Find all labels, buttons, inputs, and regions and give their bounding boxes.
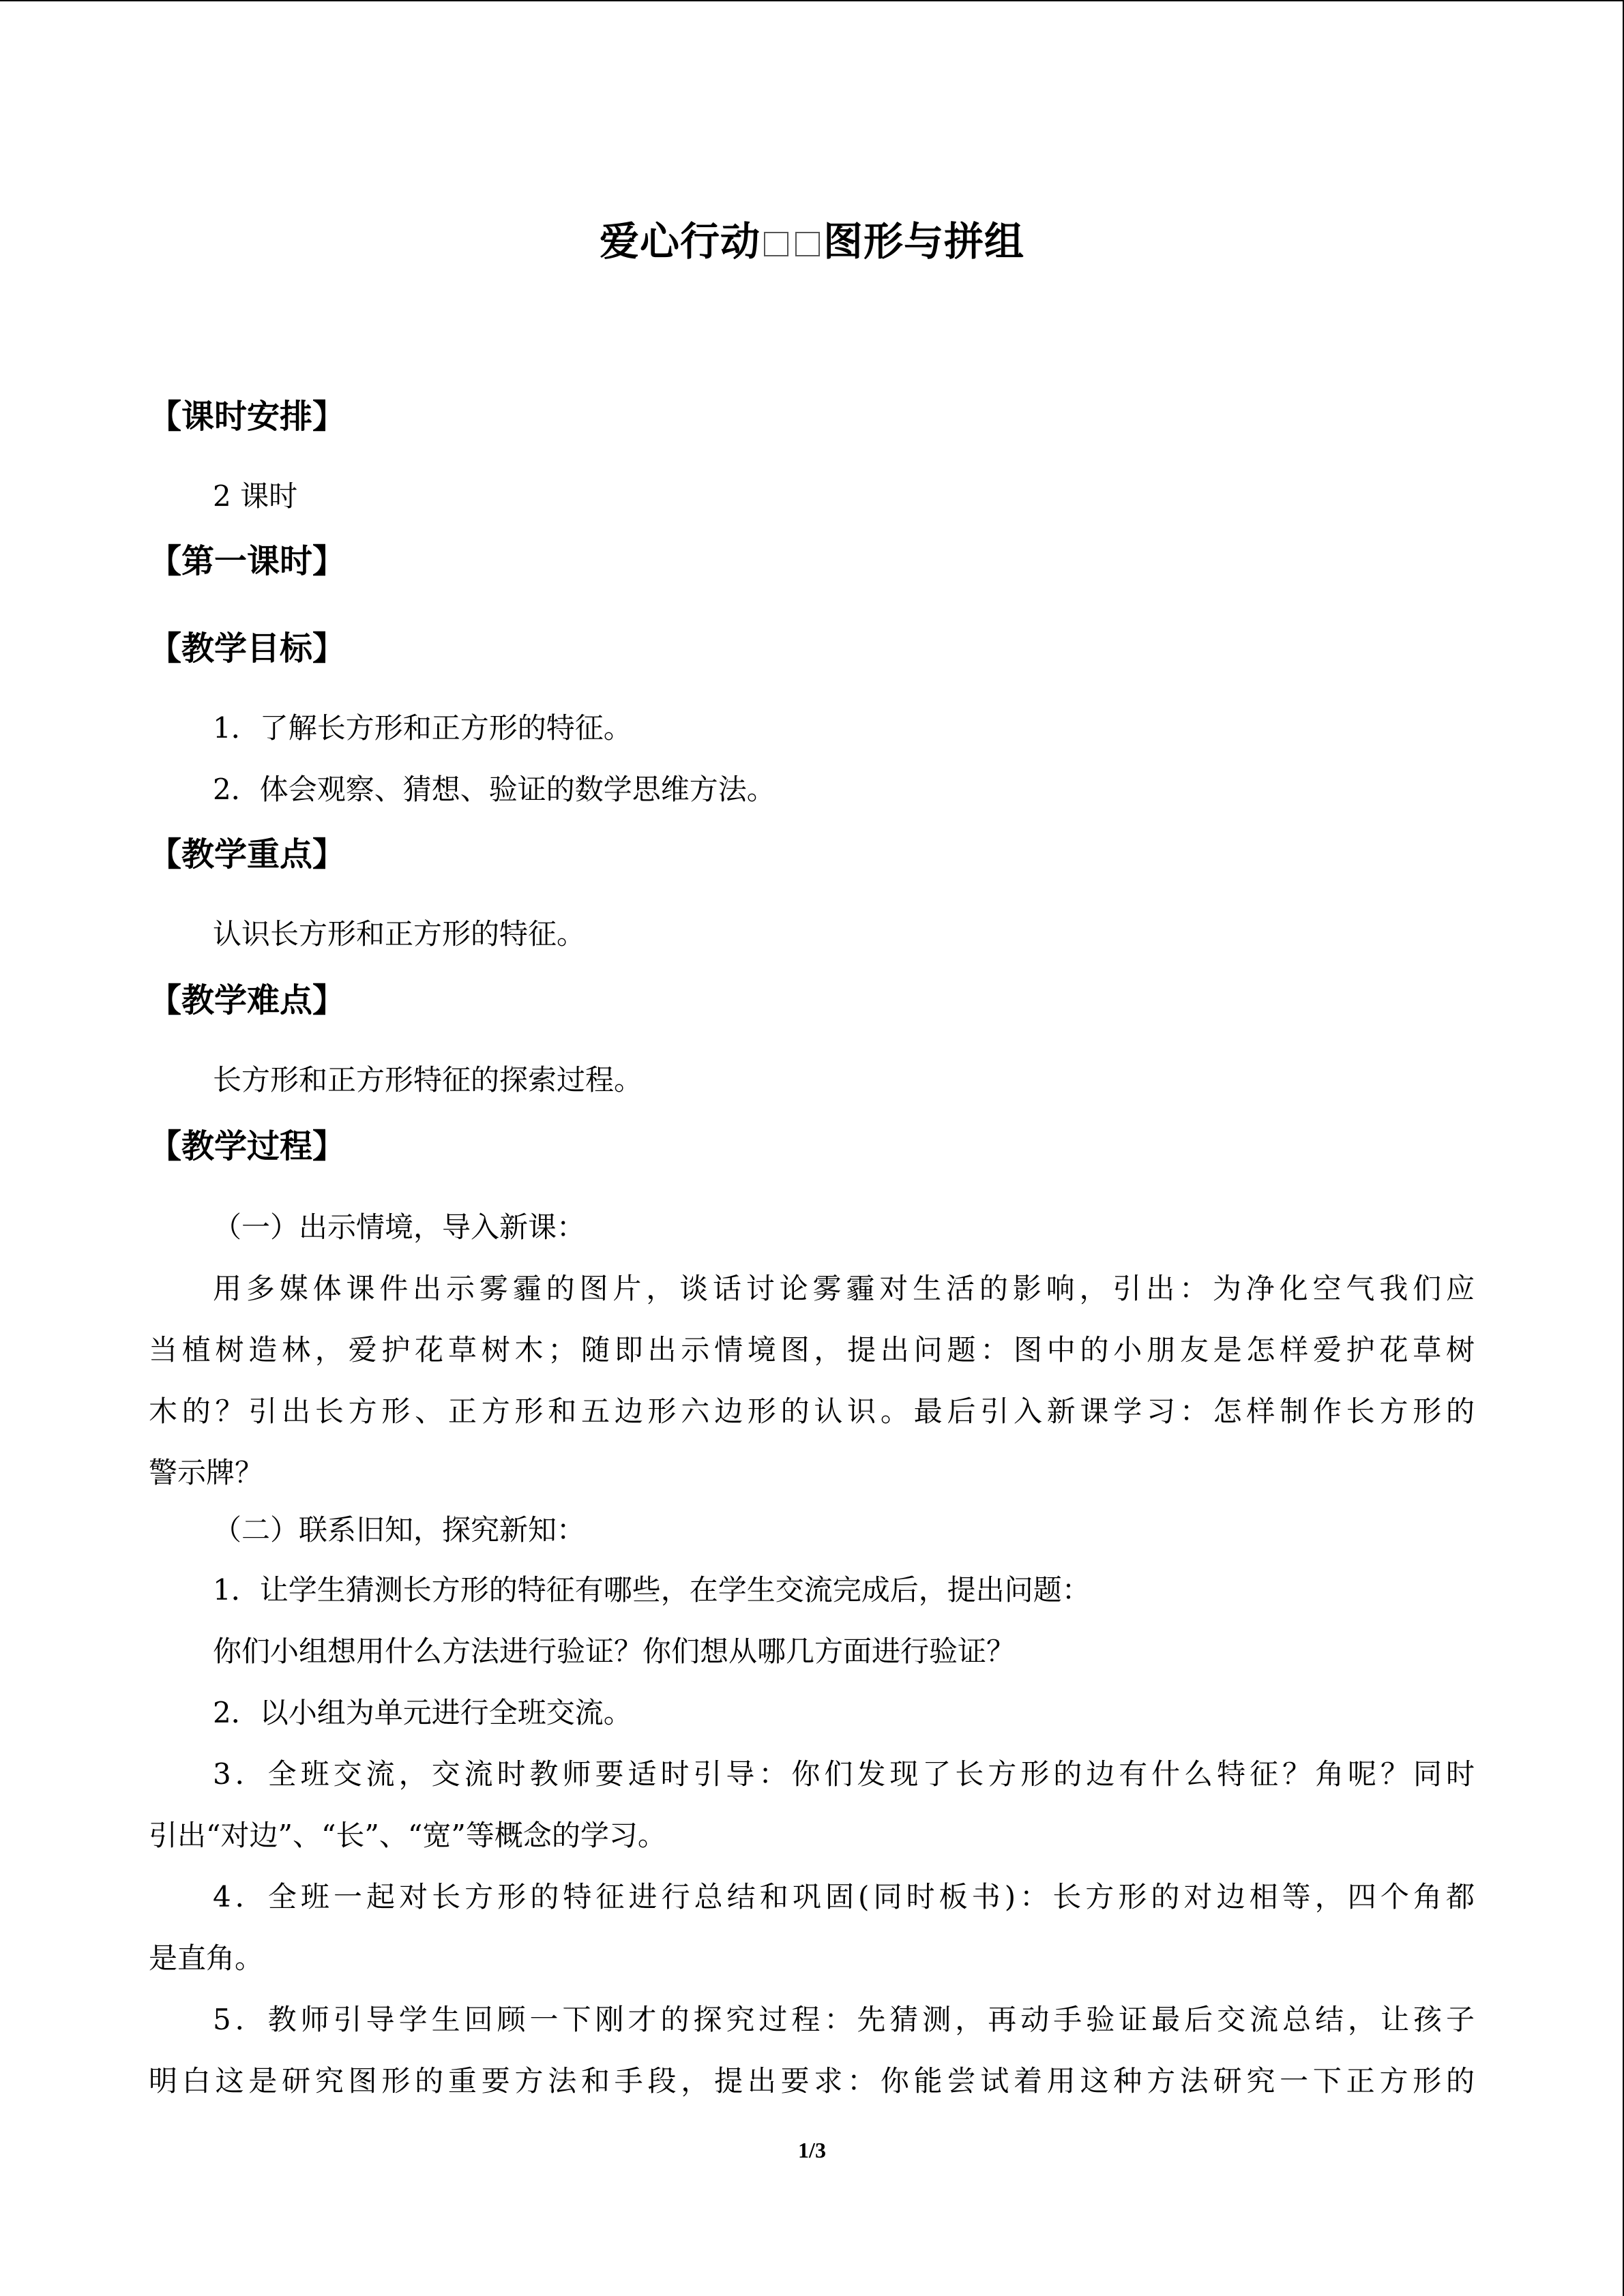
difficulties-text: 长方形和正方形特征的探索过程。 xyxy=(213,1063,643,1097)
list-item-detail: 你们小组想用什么方法进行验证？你们想从哪几方面进行验证？ xyxy=(213,1635,1016,1668)
step-title: （二）联系旧知，探究新知： xyxy=(213,1513,586,1547)
missing-glyph-box xyxy=(795,232,820,256)
list-item: 2．以小组为单元进行全班交流。 xyxy=(213,1696,632,1729)
paragraph-line: 木的？引出长方形、正方形和五边形六边形的认识。最后引入新课学习：怎样制作长方形的 xyxy=(149,1395,1475,1428)
step-title: （一）出示情境，导入新课： xyxy=(213,1210,586,1244)
list-item: 3．全班交流，交流时教师要适时引导：你们发现了长方形的边有什么特征？角呢？同时 xyxy=(213,1757,1475,1791)
first-lesson-heading: 【第一课时】 xyxy=(149,542,346,580)
missing-glyph-box xyxy=(764,232,788,256)
list-item-continuation: 明白这是研究图形的重要方法和手段，提出要求：你能尝试着用这种方法研究一下正方形的 xyxy=(149,2064,1475,2098)
schedule-text: 2 课时 xyxy=(213,479,298,513)
list-item-continuation: 是直角。 xyxy=(149,1941,264,1975)
list-item-continuation: 引出“对边”、“长”、“宽”等概念的学习。 xyxy=(149,1819,666,1852)
list-item: 5．教师引导学生回顾一下刚才的探究过程：先猜测，再动手验证最后交流总结，让孩子 xyxy=(213,2003,1475,2036)
title-part-2: 图形与拼组 xyxy=(823,218,1025,265)
goal-item: 1．了解长方形和正方形的特征。 xyxy=(213,711,632,745)
list-item: 4．全班一起对长方形的特征进行总结和巩固(同时板书)：长方形的对边相等，四个角都 xyxy=(213,1880,1475,1913)
page-title xyxy=(0,214,1624,269)
schedule-heading: 【课时安排】 xyxy=(149,398,346,436)
difficulties-heading: 【教学难点】 xyxy=(149,981,346,1019)
key-points-heading: 【教学重点】 xyxy=(149,835,346,874)
paragraph-line: 警示牌？ xyxy=(149,1456,264,1489)
key-points-text: 认识长方形和正方形的特征。 xyxy=(213,917,586,951)
goal-item: 2．体会观察、猜想、验证的数学思维方法。 xyxy=(213,773,776,806)
goals-heading: 【教学目标】 xyxy=(149,629,346,668)
paragraph-line: 用多媒体课件出示雾霾的图片，谈话讨论雾霾对生活的影响，引出：为净化空气我们应 xyxy=(213,1272,1475,1305)
page-number: 1/3 xyxy=(798,2138,826,2162)
paragraph-line: 当植树造林，爱护花草树木；随即出示情境图，提出问题：图中的小朋友是怎样爱护花草树 xyxy=(149,1333,1475,1367)
process-heading: 【教学过程】 xyxy=(149,1127,346,1165)
title-part-1: 爱心行动 xyxy=(599,218,761,265)
list-item: 1．让学生猜测长方形的特征有哪些，在学生交流完成后，提出问题： xyxy=(213,1573,1091,1607)
